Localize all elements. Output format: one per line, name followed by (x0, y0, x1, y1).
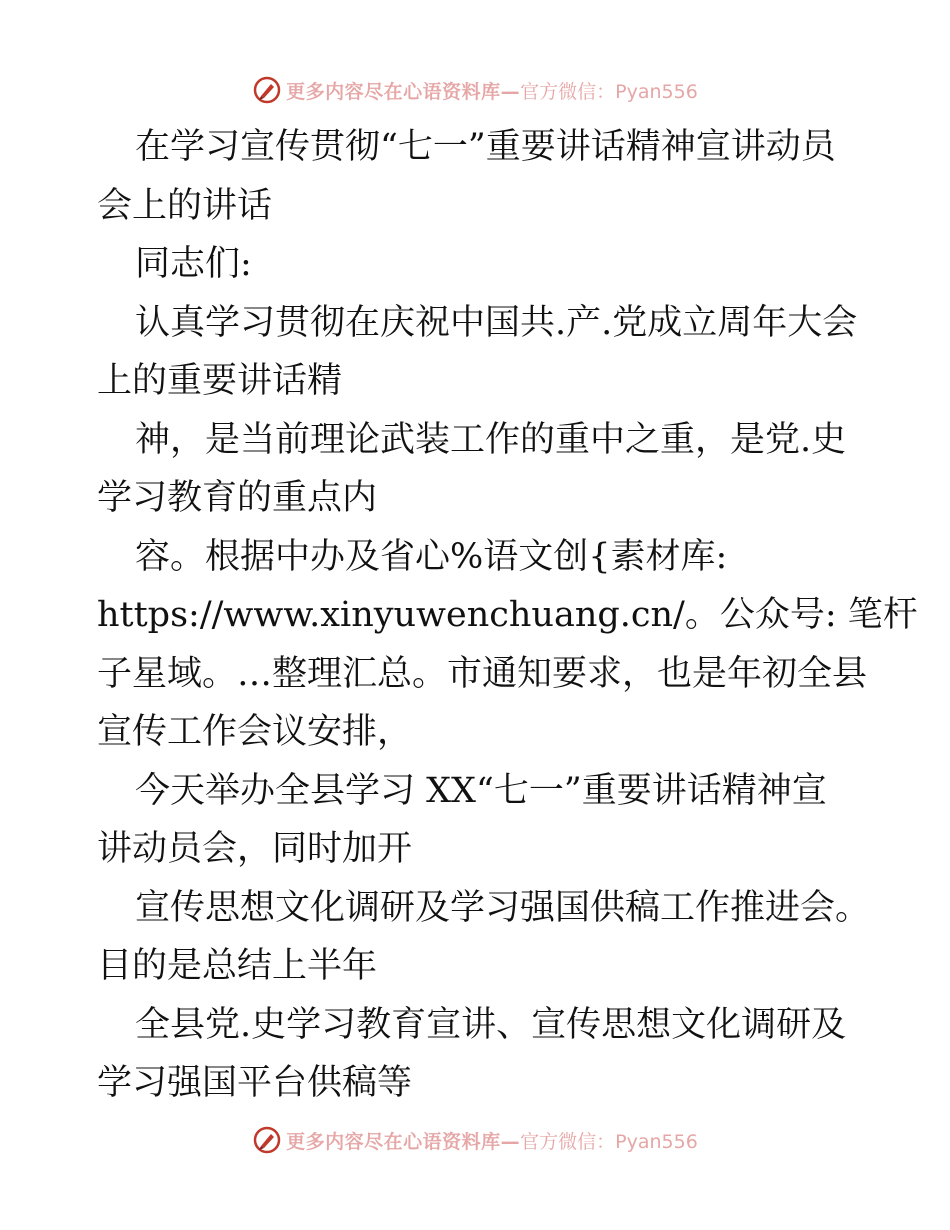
pen-logo-icon (252, 1125, 282, 1155)
footer-banner (0, 1120, 950, 1160)
text-line: 宣传思想文化调研及学习强国供稿工作推进会。 (135, 887, 871, 928)
text-line: 今天举办全县学习 XX“七一”重要讲话精神宣 (135, 770, 827, 811)
text-line: 在学习宣传贯彻“七一”重要讲话精神宣讲动员 (135, 127, 836, 167)
header-banner-text: 更多内容尽在心语资料库— (286, 80, 521, 103)
text-line: 会上的讲话 (97, 185, 273, 226)
text-line: 神，是当前理论武装工作的重中之重，是党.史 (135, 419, 847, 460)
text-line: 上的重要讲话精 (97, 361, 343, 401)
pen-logo-icon (252, 75, 282, 105)
text-line: 子星域。…整理汇总。市通知要求，也是年初全县 (97, 653, 868, 694)
footer-banner-wechat: 官方微信：Pyan556 (520, 1130, 698, 1153)
text-line: 认真学习贯彻在庆祝中国共.产.党成立周年大会 (135, 302, 858, 343)
text-line: https://www.xinyuwenchuang.cn/。公众号: 笔杆 (97, 595, 918, 635)
text-line: 目的是总结上半年 (97, 946, 378, 986)
text-line: 同志们: (135, 244, 252, 284)
footer-banner-text: 更多内容尽在心语资料库— (286, 1130, 521, 1153)
text-line: 学习强国平台供稿等 (97, 1063, 413, 1103)
text-line: 讲动员会，同时加开 (97, 829, 413, 869)
text-line: 容。根据中办及省心%语文创{素材库: (135, 536, 728, 577)
text-line: 学习教育的重点内 (97, 478, 378, 518)
text-line: 宣传工作会议安排， (97, 712, 413, 752)
header-banner (0, 70, 950, 110)
document-body (97, 118, 918, 1113)
text-line: 全县党.史学习教育宣讲、宣传思想文化调研及 (135, 1004, 847, 1045)
header-banner-wechat: 官方微信：Pyan556 (520, 80, 698, 103)
